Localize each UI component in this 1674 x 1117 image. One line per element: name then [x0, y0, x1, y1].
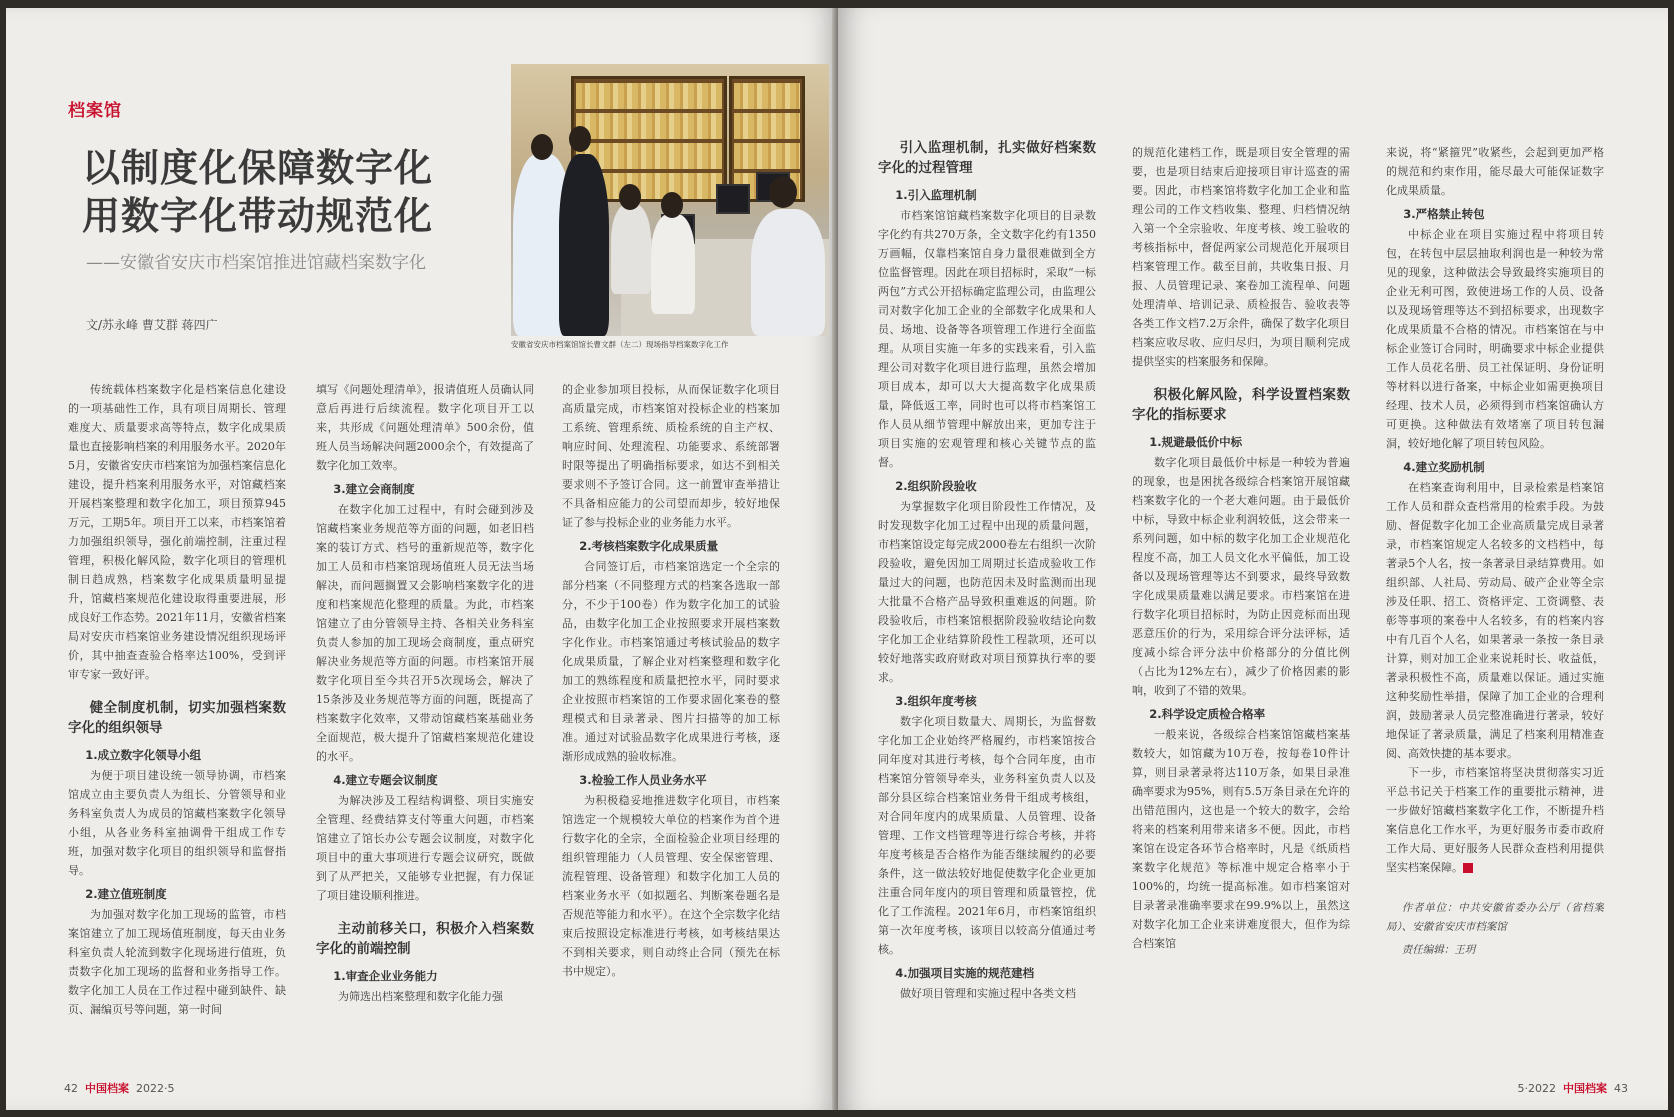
body-paragraph: 合同签订后，市档案馆选定一个全宗的部分档案（不同整理方式的档案各选取一部分，不少于100卷）作为数字化加工的试验品，由数字化加工企业按照要求开展档案数字化作业。市档案馆通过考核试验品的数字化成果质量，了解企业对档案整理和数字化加工的熟练程度和质量把控水平，同时要求企业按照市档案馆的工作要求固化案卷的整理模式和目录著录、图片扫描等的加工标准。通过对试验品数字化成果进行考核，逐渐形成成熟的验收标准。 [562, 560, 780, 763]
magazine-name: 中国档案 [85, 1082, 129, 1095]
intro-paragraph: 传统载体档案数字化是档案信息化建设的一项基础性工作，具有项目周期长、管理难度大、质量要求高等特点，数字化成果质量也直接影响档案的利用服务水平。2020年5月，安徽省安庆市档案馆为加强档案信息化建设，提升档案利用服务水平，对馆藏档案开展档案整理和数字化加工，项目预算945万元，工期5年。项目开工以来，市档案馆着力加强组织领导，强化前端控制，注重过程管理，积极化解风险，数字化项目的管理机制日趋成熟，档案数字化成果质量明显提升，馆藏档案规范化建设取得重要进展，形成良好工作态势。2021年11月，安徽省档案局对安庆市档案馆业务建设情况组织现场评价，其中抽查查验合格率达100%，受到评审专家一致好评。 [68, 383, 286, 681]
photo-person-head [569, 126, 591, 152]
closing-paragraph [1386, 763, 1604, 877]
subsection-heading: 3.检验工作人员业务水平 [579, 773, 707, 787]
left-column-2 [316, 380, 534, 1040]
subsection-heading: 1.审查企业业务能力 [333, 969, 438, 983]
right-folio [1518, 1080, 1629, 1096]
body-paragraph: 在数字化加工过程中，有时会碰到涉及馆藏档案业务规范等方面的问题，如老旧档案的装订方式、档号的重新规范等，数字化加工人员和市档案馆现场值班人员无法当场解决，而问题搁置又会影响档案数字化的进度和档案规范化整理的质量。为此，市档案馆建立了由分管领导主持、各相关业务科室负责人参加的加工现场会商制度，重点研究解决业务规范等方面的问题。市档案馆开展数字化项目至今共召开5次现场会，解决了15条涉及业务规范等方面的问题，既提高了档案数字化效率，又带动馆藏档案基础业务全面规范，极大提升了馆藏档案规范化建设的水平。 [316, 503, 534, 763]
body-paragraph: 填写《问题处理清单》，报请值班人员确认同意后再进行后续流程。数字化项目开工以来，共形成《问题处理清单》500余份，值班人员当场解决问题2000余个，有效提高了数字化加工效率。 [316, 383, 534, 472]
page-number: 42 [64, 1082, 78, 1095]
issue-number: 2022·5 [136, 1082, 175, 1095]
subsection-heading: 2.科学设定质检合格率 [1149, 707, 1266, 721]
photo-caption: 安徽省安庆市档案馆馆长曹文群（左二）现场指导档案数字化工作 [511, 340, 729, 349]
body-paragraph: 数字化项目数量大、周期长，为监督数字化加工企业始终严格履约，市档案馆按合同年度对其进行考核，每个合同年度，由市档案馆分管领导牵头，业务科室负责人以及部分县区综合档案馆业务骨干组成考核组，对合同年度内的成果质量、人员管理、设备管理、工作文档管理等进行综合考核，并将年度考核是否合格作为能否继续履约的必要条件，这一做法较好地促使数字化企业更加注重合同年度内的项目管理和质量管控，优化了工作流程。2021年6月，市档案馆组织第一次年度考核，该项目以较高分值通过考核。 [878, 715, 1096, 956]
section-heading: 主动前移关口，积极介入档案数字化的前端控制 [316, 921, 534, 957]
subsection-heading: 2.组织阶段验收 [895, 479, 977, 493]
body-paragraph: 来说，将“紧箍咒”收紧些，会起到更加严格的规范和约束作用，能尽最大可能保证数字化成果质量。 [1386, 146, 1604, 197]
photo-person-head [769, 176, 797, 208]
photo-person-head [619, 184, 641, 210]
author-unit: 作者单位：中共安徽省委办公厅（省档案局）、安徽省安庆市档案馆 [1386, 902, 1604, 933]
subsection-heading: 3.建立会商制度 [333, 482, 415, 496]
subsection-heading: 2.考核档案数字化成果质量 [579, 539, 719, 553]
subsection-heading: 3.严格禁止转包 [1403, 207, 1485, 221]
body-paragraph: 一般来说，各级综合档案馆馆藏档案基数较大，如馆藏为10万卷，按每卷10件计算，则目录著录将达110万条，如果目录准确率要求为95%，则有5.5万条目录在允许的出错范围内，这也是一个较大的数字，会给将来的档案利用带来诸多不便。因此，市档案馆在设定各环节合格率时，凡是《纸质档案数字化规范》等标准中规定合格率小于100%的，均统一提高标准。如市档案馆对目录著录准确率要求在99.9%以上，虽然这对数字化加工企业来讲难度很大，但作为综合档案馆 [1132, 728, 1350, 950]
right-column-2 [1132, 143, 1350, 1048]
section-label: 档案馆 [68, 101, 122, 121]
photo-person-head [661, 192, 683, 218]
section-heading: 积极化解风险，科学设置档案数字化的指标要求 [1132, 387, 1350, 423]
left-folio [64, 1080, 175, 1096]
body-paragraph: 中标企业在项目实施过程中将项目转包，在转包中层层抽取利润也是一种较为常见的现象，这种做法会导致最终实施项目的企业无利可图，致使进场工作的人员、设备以及现场管理等达不到招标要求，出现数字化成果质量不合格的情况。市档案馆在与中标企业签订合同时，明确要求中标企业提供工作人员花名册、员工社保证明、身份证明等材料以进行备案，中标企业如需更换项目经理、技术人员，必须得到市档案馆确认方可更换。这种做法有效堵塞了项目转包漏洞，较好地化解了项目转包风险。 [1386, 228, 1604, 450]
title-line-1: 以制度化保障数字化 [82, 145, 434, 190]
body-paragraph: 为筛选出档案整理和数字化能力强 [338, 990, 503, 1003]
body-paragraph: 在档案查询利用中，目录检索是档案馆工作人员和群众查档常用的检索手段。为鼓励、督促数字化加工企业高质量完成目录著录，市档案馆规定人名较多的文档档中，每著录5个人名，按一条著录目录结算费用。如组织部、人社局、劳动局、破产企业等全宗涉及任职、招工、资格评定、工资调整、表彰等事项的案卷中人名较多，有的档案内容中有几百个人名，如果著录一条按一条目录计算，则对加工企业来说耗时长、收益低，著录积极性不高，质量难以保证。通过实施这种奖励性举措，保障了加工企业的合理利润，鼓励著录人员完整准确进行著录，较好地保证了著录质量，满足了档案利用精准查阅、高效快捷的基本要求。 [1386, 481, 1604, 760]
subsection-heading: 4.加强项目实施的规范建档 [895, 966, 1035, 980]
closing-text: 下一步，市档案馆将坚决贯彻落实习近平总书记关于档案工作的重要批示精神，进一步做好馆藏档案数字化工作，不断提升档案信息化工作水平，为更好服务市委市政府工作大局、更好服务人民群众查档利用提供坚实档案保障。 [1386, 766, 1604, 874]
title-line-2: 用数字化带动规范化 [82, 193, 434, 238]
article-title [82, 144, 502, 240]
section-heading: 引入监理机制，扎实做好档案数字化的过程管理 [878, 140, 1096, 176]
magazine-name: 中国档案 [1563, 1082, 1607, 1095]
body-paragraph: 为掌握数字化项目阶段性工作情况，及时发现数字化加工过程中出现的质量问题，市档案馆设定每完成2000卷左右组织一次阶段验收，避免因加工周期过长造成验收工作量过大的问题，也防范因未及时监测而出现大批量不合格产品导致积重难返的问题。阶段验收后，市档案馆根据阶段验收结论向数字化加工企业结算阶段性工程款项，还可以较好地落实政府财政对项目预算执行率的要求。 [878, 500, 1096, 684]
subsection-heading: 2.建立值班制度 [85, 887, 167, 901]
body-paragraph: 为加强对数字化加工现场的监管，市档案馆建立了加工现场值班制度，每天由业务科室负责人轮流到数字化现场进行值班，负责数字化加工现场的监督和业务指导工作。数字化加工人员在工作过程中碰到缺件、缺页、漏编页号等问题，第一时间 [68, 908, 286, 1016]
right-column-1 [878, 138, 1096, 1048]
body-paragraph: 为便于项目建设统一领导协调，市档案馆成立由主要负责人为组长、分管领导和业务科室负责人为成员的馆藏档案数字化领导小组，从各业务科室抽调骨干组成工作专班，加强对数字化项目的组织领导和监督指导。 [68, 769, 286, 877]
end-mark-icon [1463, 863, 1473, 873]
section-heading: 健全制度机制，切实加强档案数字化的组织领导 [68, 700, 286, 736]
body-paragraph: 市档案馆馆藏档案数字化项目的目录数字化约有共270万条，全文数字化约有1350万画幅，仅靠档案馆自身力量很难做到全方位监督管理。因此在项目招标时，采取“一标两包”方式公开招标确定监理公司，由监理公司对数字化加工企业的全部数字化成果和人员、场地、设备等各项管理工作进行全面监理。从项目实施一年多的实践来看，引入监理公司对数字化项目进行监理，虽然会增加项目成本，却可以大大提高数字化成果质量，降低返工率，同时也可以将市档案馆工作人员从细节管理中解放出来，更加专注于项目实施的宏观管理和核心关键节点的监督。 [878, 209, 1096, 469]
photo-person-head [531, 134, 553, 160]
authors-line: 文/苏永峰 曹艾群 蒋四广 [86, 318, 218, 332]
body-paragraph: 数字化项目最低价中标是一种较为普遍的现象，也是困扰各级综合档案馆开展馆藏档案数字化的一个老大难问题。由于最低价中标，导致中标企业利润较低，这会带来一系列问题，如中标的数字化加工企业规范化程度不高，加工人员文化水平偏低，加工设备以及现场管理等达不到要求，最终导致数字化成果质量难以满足要求。市档案馆在进行数字化项目招标时，为防止因竞标而出现恶意压价的行为，采用综合评分法评标，适度减小综合评分法中价格部分的分值比例（占比为12%左右），减少了价格因素的影响，收到了不错的效果。 [1132, 456, 1350, 697]
body-paragraph: 的企业参加项目投标，从而保证数字化项目高质量完成，市档案馆对投标企业的档案加工系统、管理系统、质检系统的自主产权、响应时间、处理流程、功能要求、系统部署时限等提出了明确指标要求，如达不到相关要求则不予签订合同。这一前置审查举措让不具备相应能力的公司望而却步，较好地保证了参与投标企业的业务能力水平。 [562, 383, 780, 529]
photo-person [559, 154, 609, 336]
right-column-3 [1386, 143, 1604, 1048]
page-number: 43 [1614, 1082, 1628, 1095]
right-page [838, 8, 1668, 1110]
body-paragraph: 做好项目管理和实施过程中各类文档 [900, 987, 1076, 1000]
subsection-heading: 1.引入监理机制 [895, 188, 977, 202]
body-paragraph: 的规范化建档工作，既是项目安全管理的需要，也是项目结束后迎接项目审计巡查的需要。因此，市档案馆将数字化加工企业和监理公司的工作文档收集、整理、归档情况纳入第一个全宗验收、年度考核、竣工验收的考核指标中，督促两家公司规范化开展项目档案管理工作。截至目前，共收集日报、月报、人员管理记录、案卷加工流程单、问题处理清单、培训记录、质检报告、验收表等各类工作文档7.2万余件，确保了数字化项目档案应收尽收、应归尽归，为项目顺利完成提供坚实的档案服务和保障。 [1132, 146, 1350, 368]
responsible-editor: 责任编辑：王玥 [1401, 944, 1476, 956]
subsection-heading: 4.建立奖励机制 [1403, 460, 1485, 474]
subsection-heading: 1.规避最低价中标 [1149, 435, 1243, 449]
subsection-heading: 4.建立专题会议制度 [333, 773, 438, 787]
body-paragraph: 为解决涉及工程结构调整、项目实施安全管理、经费结算支付等重大问题，市档案馆建立了馆长办公专题会议制度，对数字化项目中的重大事项进行专题会议研究，既做到了从严把关，又能够专业把握，有力保证了项目建设顺利推进。 [316, 794, 534, 902]
left-column-3 [562, 380, 780, 1040]
body-paragraph: 为积极稳妥地推进数字化项目，市档案馆选定一个规模较大单位的档案作为首个进行数字化的全宗，全面检验企业项目经理的组织管理能力（人员管理、安全保密管理、流程管理、设备管理）和数字化加工人员的档案业务水平（如拟题名、判断案卷题名是否规范等能力和水平）。在这个全宗数字化结束后按照设定标准进行考核，如考核结果达不到相关要求，则自动终止合同（预先在标书中规定）。 [562, 794, 780, 978]
photo-person [751, 209, 825, 336]
left-column-1 [68, 380, 286, 1040]
subsection-heading: 3.组织年度考核 [895, 694, 977, 708]
left-page [6, 8, 838, 1110]
issue-number: 5·2022 [1517, 1082, 1556, 1095]
article-subtitle: ——安徽省安庆市档案馆推进馆藏档案数字化 [86, 253, 426, 273]
photo-person [651, 214, 695, 314]
photo-person [611, 204, 651, 294]
subsection-heading: 1.成立数字化领导小组 [85, 748, 202, 762]
photo-monitor [716, 184, 750, 214]
article-photo [511, 64, 829, 336]
